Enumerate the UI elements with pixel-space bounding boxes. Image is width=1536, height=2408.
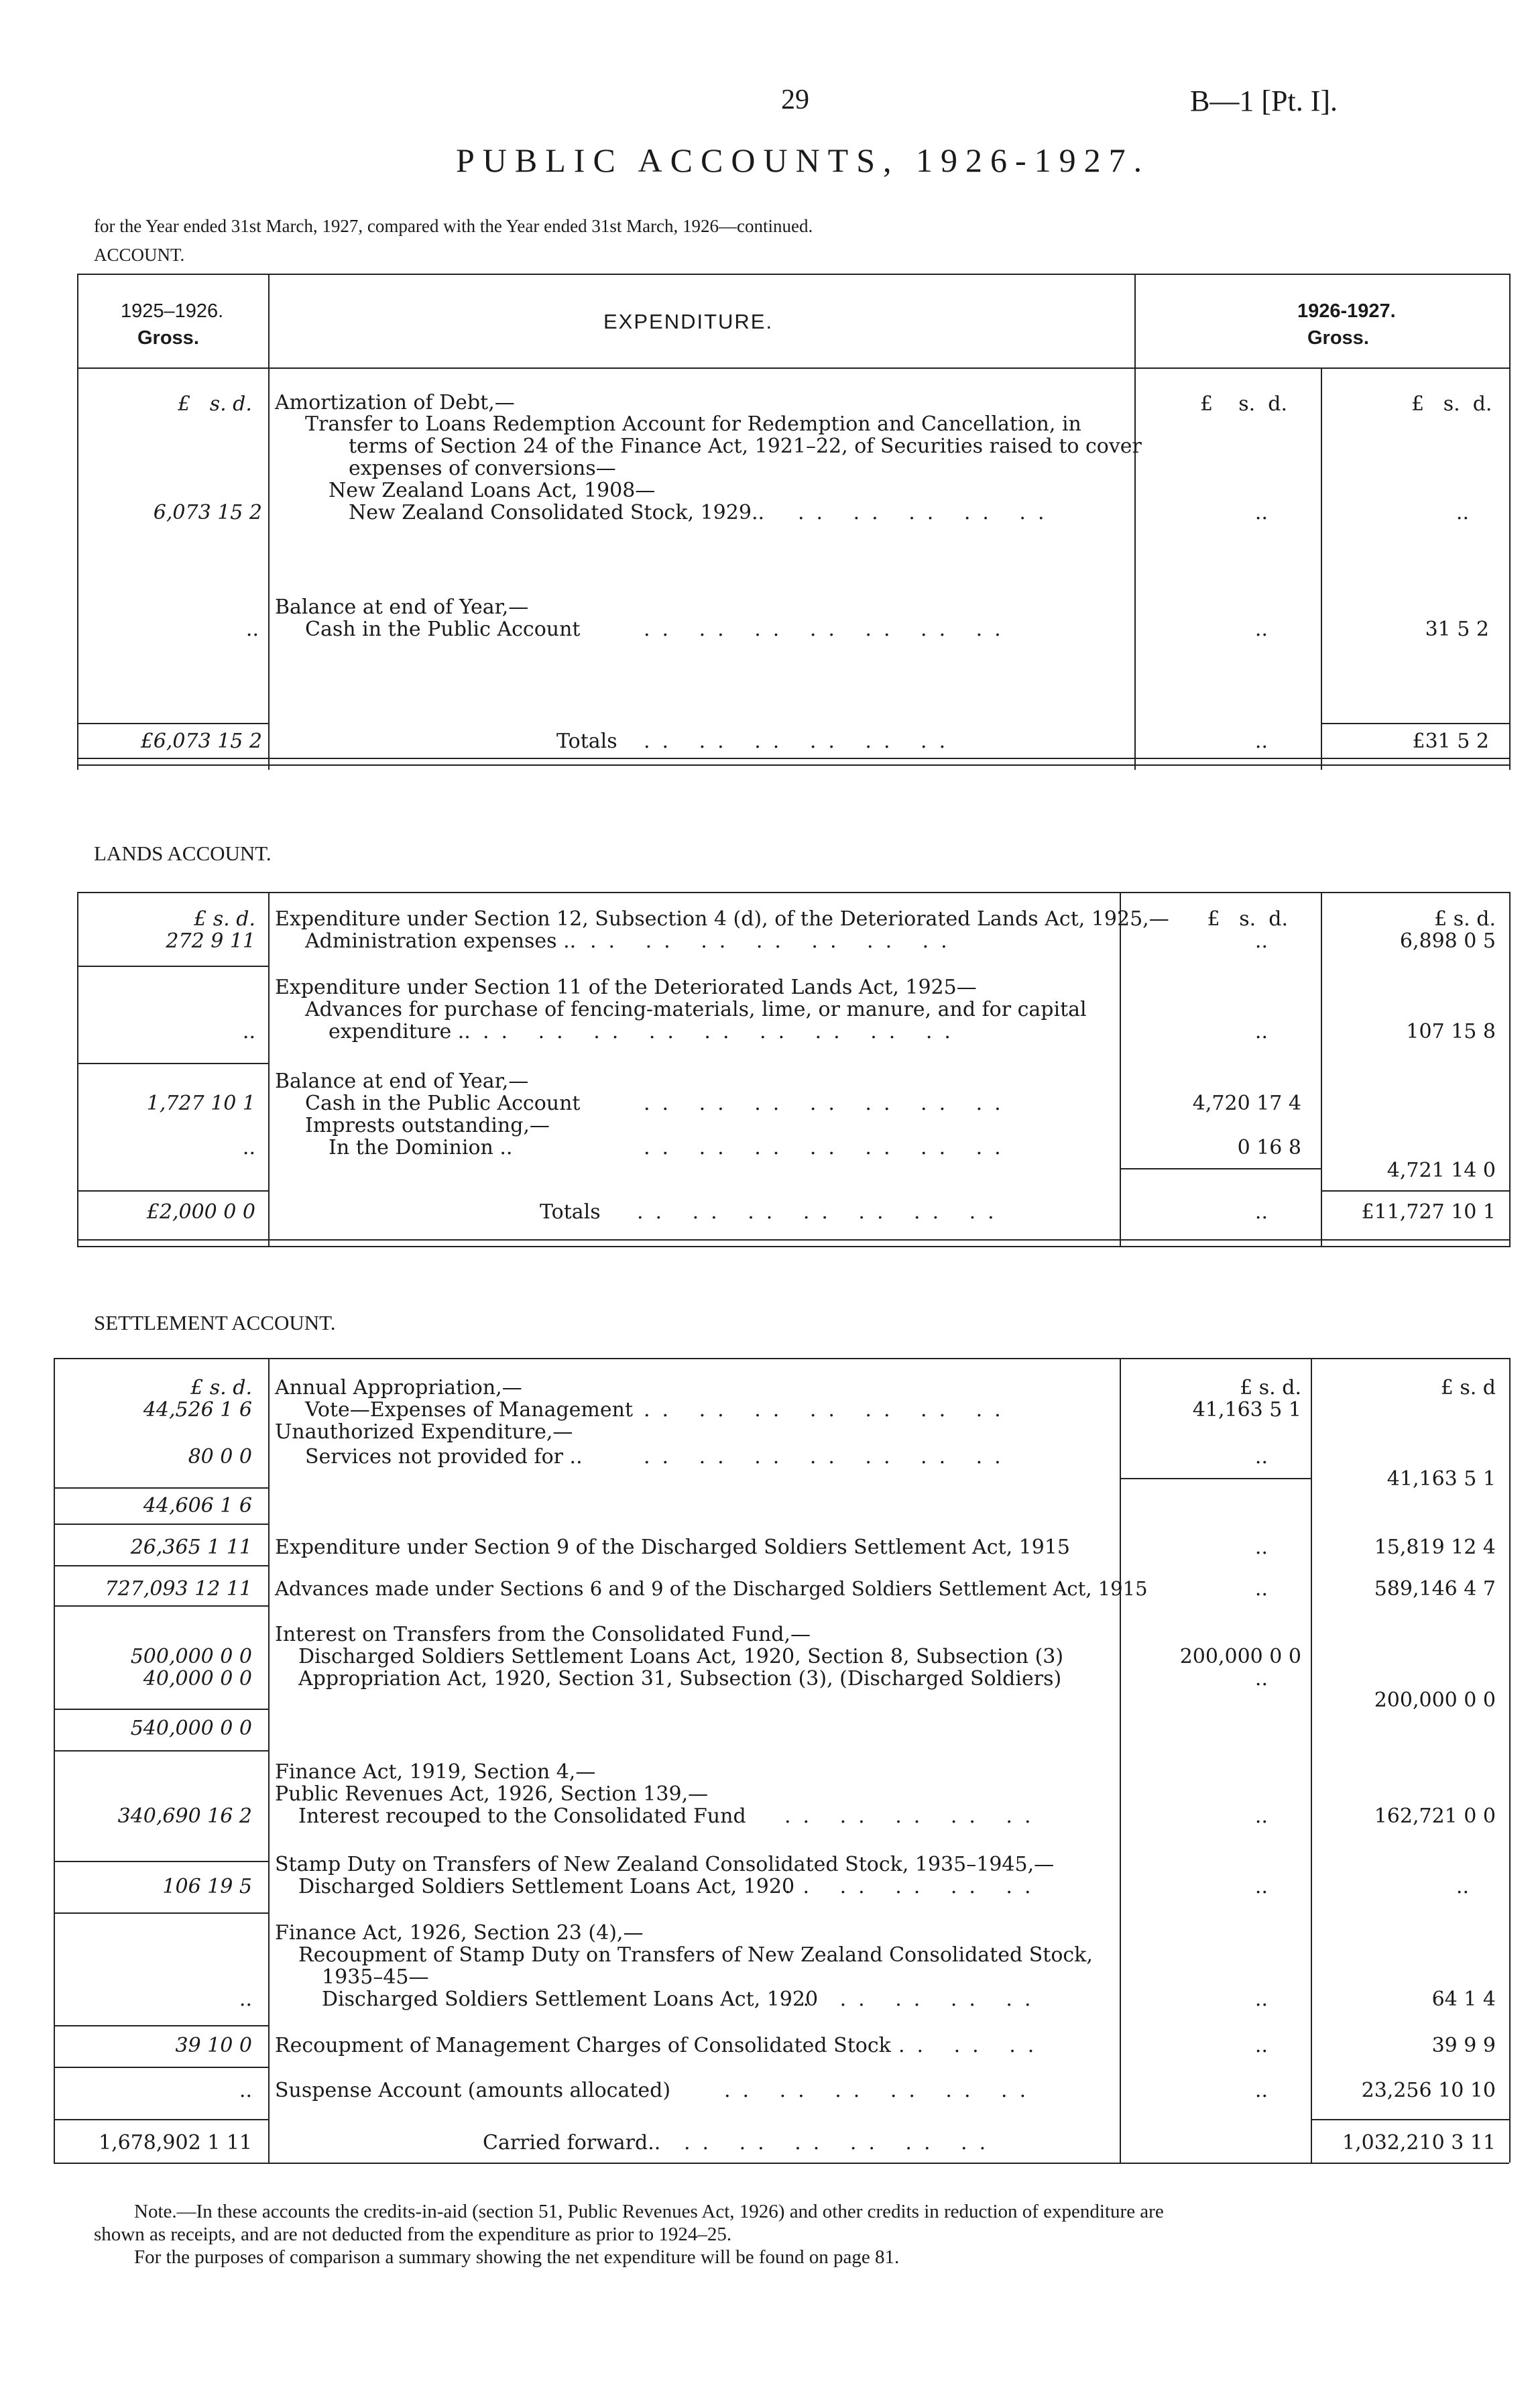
carried-forward-gross: 1,032,210 3 11 (1342, 2131, 1496, 2155)
settlement-account-title: SETTLEMENT ACCOUNT. (94, 1311, 336, 1334)
amortization-line: New Zealand Loans Act, 1908— (329, 479, 656, 502)
carried-forward-label: Carried forward.. (483, 2131, 661, 2155)
col-expenditure: EXPENDITURE. (603, 310, 774, 333)
gross-amount: 31 5 2 (1425, 618, 1489, 641)
balance-heading: Balance at end of Year,— (275, 595, 529, 619)
totals-prev: £6,073 15 2 (140, 730, 262, 753)
note-line: shown as receipts, and are not deducted from the expenditure as prior to 1924–25. (94, 2224, 732, 2245)
balance-line: Cash in the Public Account (305, 618, 581, 641)
settlement-gross-appropriation: 41,163 5 1 (1386, 1467, 1496, 1491)
carried-forward-prev: 1,678,902 1 11 (98, 2131, 252, 2155)
lands-gross-admin: 6,898 0 5 (1399, 929, 1496, 953)
page-subtitle: for the Year ended 31st March, 1927, compared with the Year ended 31st March, 1926—continued. (94, 216, 813, 236)
note-line: For the purposes of comparison a summary showing the net expenditure will be found on page 81. (134, 2246, 900, 2268)
amortization-line: New Zealand Consolidated Stock, 1929.. (349, 501, 765, 524)
page-number: 29 (781, 84, 809, 115)
prev-amount: 6,073 15 2 (153, 501, 262, 524)
col-curr-gross: Gross. (1307, 327, 1369, 349)
totals-label: Totals (556, 730, 617, 753)
amortization-line: expenses of conversions— (349, 457, 616, 480)
totals-mid: .. (1254, 730, 1268, 753)
prev-amount: .. (245, 618, 259, 641)
amortization-line: Transfer to Loans Redemption Account for Redemption and Cancellation, in (305, 412, 1081, 436)
lands-gross-advances: 107 15 8 (1406, 1020, 1496, 1043)
note-line: Note.—In these accounts the credits-in-aid (section 51, Public Revenues Act, 1926) and other credits in reduction of expenditure are (134, 2201, 1164, 2222)
lands-totals-gross: £11,727 10 1 (1361, 1200, 1496, 1224)
col-curr-year: 1926-1927. (1297, 300, 1396, 322)
amortization-heading: Amortization of Debt,— (275, 391, 515, 414)
document-reference: B—1 [Pt. I]. (1190, 84, 1338, 117)
amortization-line: terms of Section 24 of the Finance Act, 1921–22, of Securities raised to cover (349, 435, 1142, 458)
lands-prev-admin: 272 9 11 (166, 929, 255, 953)
page-title: PUBLIC ACCOUNTS, 1926-1927. (456, 141, 1150, 179)
col-prev-gross: Gross. (137, 327, 199, 349)
col-prev-year: 1925–1926. (121, 300, 224, 322)
mid-amount: .. (1254, 501, 1268, 524)
lands-account-title: LANDS ACCOUNT. (94, 842, 272, 865)
gross-amount: .. (1456, 501, 1469, 524)
totals-gross: £31 5 2 (1412, 730, 1489, 753)
mid-amount: .. (1254, 618, 1268, 641)
account-label: ACCOUNT. (94, 245, 185, 265)
